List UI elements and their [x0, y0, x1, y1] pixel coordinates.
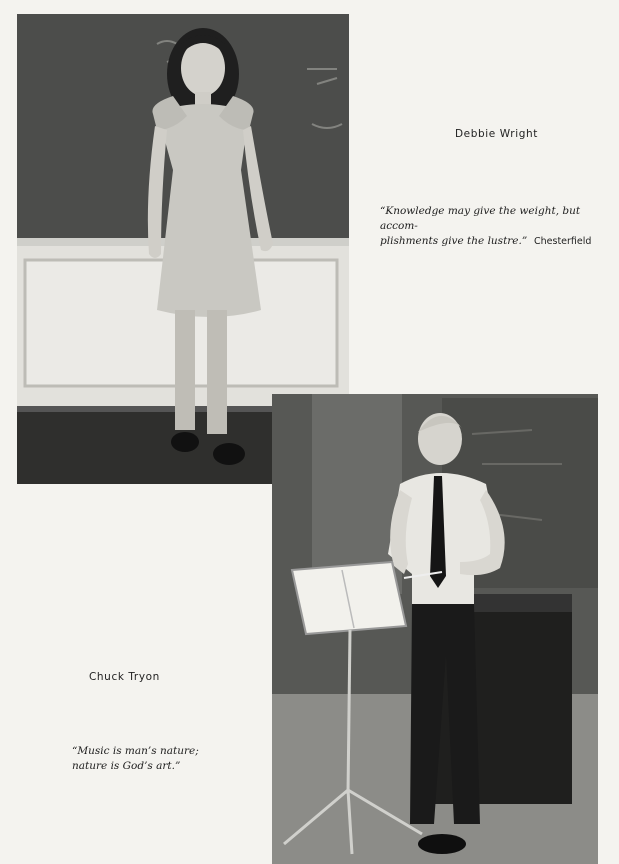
quote-line: plishments give the lustre.”: [380, 235, 528, 247]
chuck-tryon-photo-graphic: [272, 394, 598, 864]
student-name-debbie-wright: Debbie Wright: [455, 128, 538, 140]
quote-attribution: Chesterfield: [534, 236, 592, 247]
chuck-tryon-photo: [272, 394, 598, 864]
senior-quote-chuck-tryon: [72, 744, 222, 774]
quote-line: “Music is man’s nature;: [72, 745, 199, 757]
student-name-chuck-tryon: Chuck Tryon: [89, 671, 160, 683]
quote-line: nature is God’s art.”: [72, 760, 181, 772]
quote-line: “Knowledge may give the weight, but accom-: [380, 205, 581, 232]
